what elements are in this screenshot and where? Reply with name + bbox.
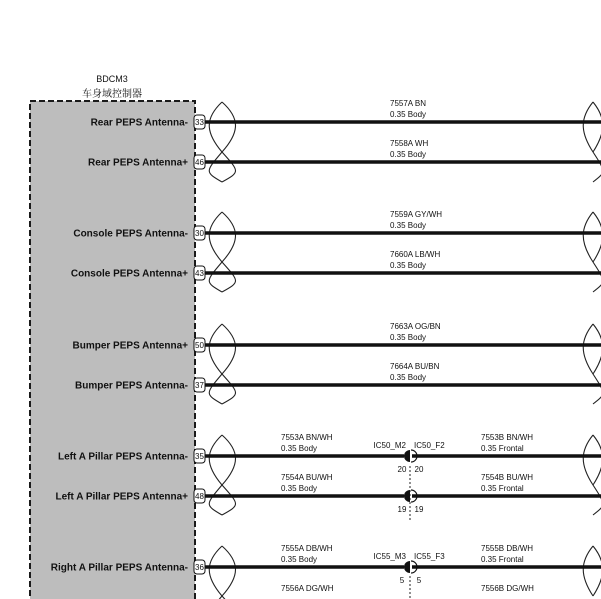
pin-label-2: Rear PEPS Antenna+ — [88, 157, 188, 169]
pin-number-5: 50 — [195, 341, 204, 350]
connector-pin-b-9: 5 — [416, 576, 422, 585]
connector-pin-b-7: 20 — [414, 465, 424, 474]
twist-symbol-2 — [209, 212, 235, 292]
pin-number-7: 35 — [195, 452, 204, 461]
far-wire-spec-7: 0.35 Frontal — [481, 444, 524, 453]
connector-male-7 — [404, 450, 410, 462]
wire-spec-7: 0.35 Body — [281, 444, 318, 453]
connector-pin-a-9: 5 — [399, 576, 405, 585]
pin-number-4: 43 — [195, 269, 204, 278]
twist-symbol-right-5 — [583, 546, 601, 596]
wire-code-9: 7555A DB/WH — [281, 544, 333, 553]
pin-label-5: Bumper PEPS Antenna+ — [72, 340, 188, 352]
wire-code-1: 7557A BN — [390, 99, 427, 108]
far-wire-code-8: 7554B BU/WH — [481, 473, 534, 482]
wire-spec-2: 0.35 Body — [390, 150, 427, 159]
wire-code-8: 7554A BU/WH — [281, 473, 333, 482]
twist-symbol-right-1 — [583, 102, 601, 182]
wire-spec-4: 0.35 Body — [390, 261, 427, 270]
connector-left-label-2: IC55_M3 — [373, 552, 406, 561]
pin-number-8: 48 — [195, 492, 204, 501]
connector-pin-a-7: 20 — [397, 465, 407, 474]
twist-symbol-3 — [209, 324, 235, 404]
pin-number-3: 30 — [195, 229, 204, 238]
wire-code-5: 7663A OG/BN — [390, 322, 441, 331]
connector-pin-a-8: 19 — [397, 505, 407, 514]
pin-number-1: 33 — [195, 118, 204, 127]
connector-male-8 — [404, 490, 410, 502]
connector-pin-b-8: 19 — [414, 505, 424, 514]
pin-label-9: Right A Pillar PEPS Antenna- — [50, 562, 188, 574]
connector-right-label-2: IC55_F3 — [414, 552, 445, 561]
wire-code-10: 7556A DG/WH — [281, 584, 334, 593]
pin-number-2: 46 — [195, 158, 204, 167]
wire-spec-6: 0.35 Body — [390, 373, 427, 382]
wire-spec-5: 0.35 Body — [390, 333, 427, 342]
wire-code-4: 7660A LB/WH — [390, 250, 441, 259]
wire-code-7: 7553A BN/WH — [281, 433, 333, 442]
wire-code-2: 7558A WH — [390, 139, 429, 148]
pin-number-9: 36 — [195, 563, 204, 572]
far-wire-code-9: 7555B DB/WH — [481, 544, 534, 553]
pin-label-4: Console PEPS Antenna+ — [70, 268, 188, 280]
wire-code-3: 7559A GY/WH — [390, 210, 443, 219]
twist-symbol-right-4 — [583, 435, 601, 515]
twist-symbol-right-2 — [583, 212, 601, 292]
wire-code-6: 7664A BU/BN — [390, 362, 440, 371]
wire-spec-8: 0.35 Body — [281, 484, 318, 493]
module-code: BDCM3 — [96, 74, 128, 84]
twist-symbol-right-3 — [583, 324, 601, 404]
connector-right-label-1: IC50_F2 — [414, 441, 445, 450]
pin-number-6: 37 — [195, 381, 204, 390]
pin-label-3: Console PEPS Antenna- — [73, 228, 188, 240]
pin-label-8: Left A Pillar PEPS Antenna+ — [55, 491, 188, 503]
twist-symbol-4 — [209, 435, 235, 515]
twisted-pair-symbols — [209, 102, 601, 599]
far-wire-code-10: 7556B DG/WH — [481, 584, 534, 593]
far-wire-spec-8: 0.35 Frontal — [481, 484, 524, 493]
module-name: 车身域控制器 — [82, 89, 142, 100]
pin-label-7: Left A Pillar PEPS Antenna- — [57, 451, 188, 463]
far-wire-code-7: 7553B BN/WH — [481, 433, 534, 442]
pin-label-1: Rear PEPS Antenna- — [90, 117, 188, 129]
twist-symbol-5 — [209, 546, 235, 599]
wire-spec-3: 0.35 Body — [390, 221, 427, 230]
wire-spec-1: 0.35 Body — [390, 110, 427, 119]
far-wire-spec-9: 0.35 Frontal — [481, 555, 524, 564]
pin-label-6: Bumper PEPS Antenna- — [75, 380, 188, 392]
connector-male-9 — [404, 561, 410, 573]
twist-symbol-1 — [209, 102, 235, 182]
wire-spec-9: 0.35 Body — [281, 555, 318, 564]
connector-left-label-1: IC50_M2 — [373, 441, 406, 450]
